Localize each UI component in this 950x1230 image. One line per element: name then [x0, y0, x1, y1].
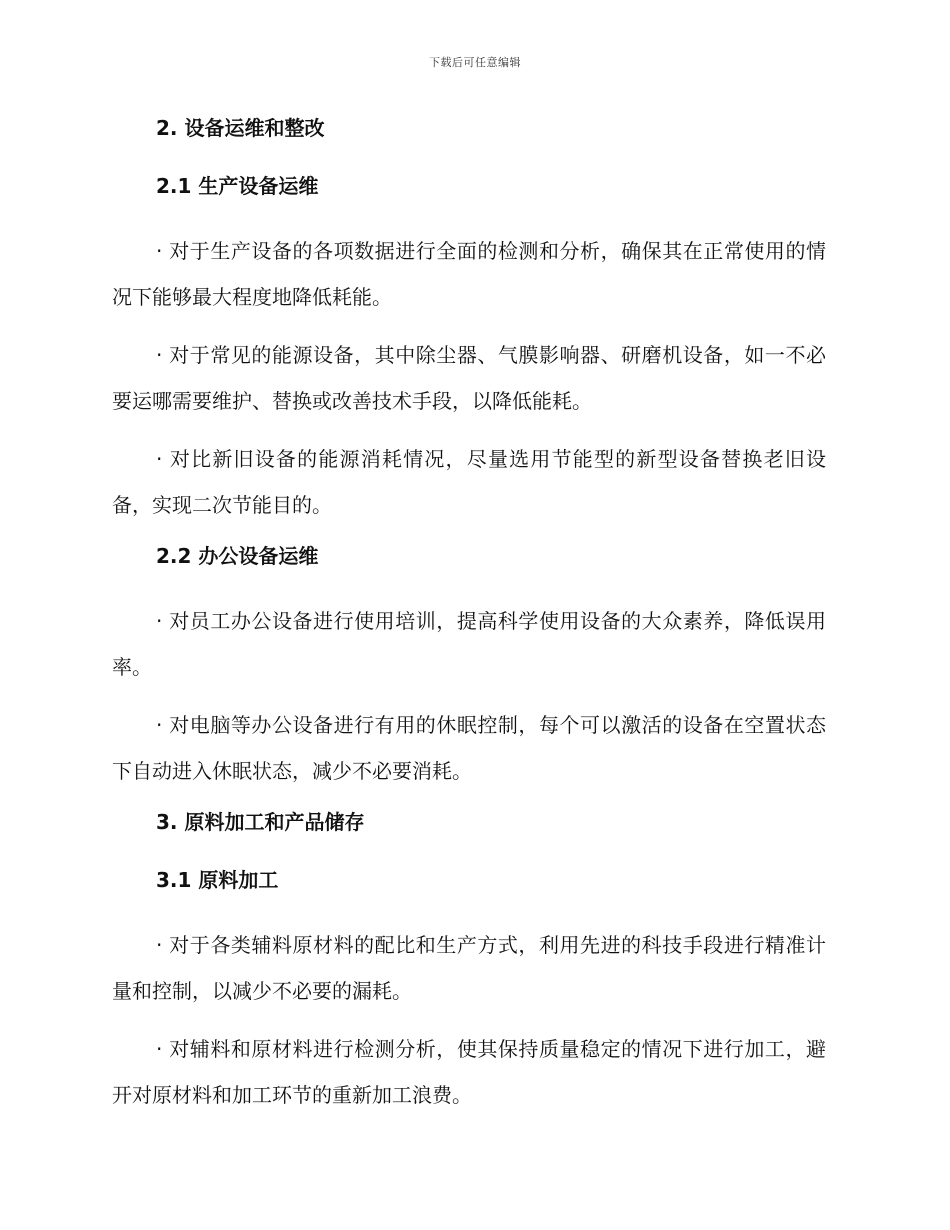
section-heading-2: 2. 设备运维和整改 — [156, 116, 325, 140]
paragraph: · 对辅料和原材料进行检测分析，使其保持质量稳定的情况下进行加工，避开对原材料和加工环节的重新加工浪费。 — [112, 1037, 826, 1107]
paragraph: · 对于生产设备的各项数据进行全面的检测和分析，确保其在正常使用的情况下能够最大程度地降低耗能。 — [112, 239, 826, 309]
subsection-heading-2-2: 2.2 办公设备运维 — [156, 544, 319, 568]
subsection-heading-3-1: 3.1 原料加工 — [156, 868, 279, 892]
paragraph: · 对员工办公设备进行使用培训，提高科学使用设备的大众素养，降低误用率。 — [112, 609, 826, 679]
paragraph: · 对比新旧设备的能源消耗情况，尽量选用节能型的新型设备替换老旧设备，实现二次节能目的。 — [112, 447, 826, 517]
subsection-heading-2-1: 2.1 生产设备运维 — [156, 174, 319, 198]
paragraph: · 对于各类辅料原材料的配比和生产方式，利用先进的科技手段进行精准计量和控制，以减少不必要的漏耗。 — [112, 933, 826, 1003]
section-heading-3: 3. 原料加工和产品储存 — [156, 810, 365, 834]
paragraph: · 对电脑等办公设备进行有用的休眠控制，每个可以激活的设备在空置状态下自动进入休眠状态，减少不必要消耗。 — [112, 713, 826, 783]
header-note: 下载后可任意编辑 — [429, 56, 521, 69]
document-body — [112, 112, 826, 1130]
paragraph: · 对于常见的能源设备，其中除尘器、气膜影响器、研磨机设备，如一不必要运哪需要维护、替换或改善技术手段，以降低能耗。 — [112, 343, 826, 413]
